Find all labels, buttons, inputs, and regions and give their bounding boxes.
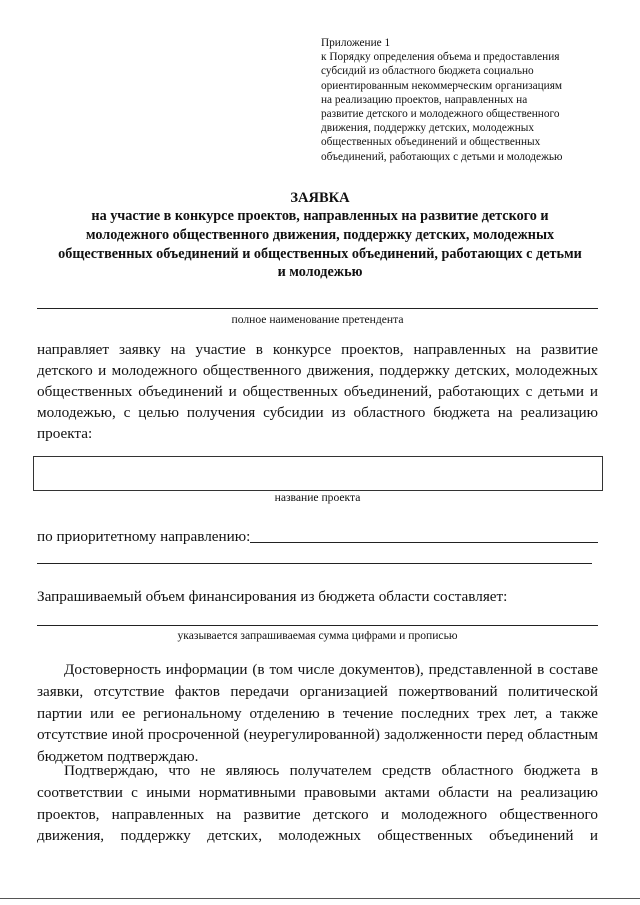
confirm-line: проектов, направленных на развитие детского и молодежного общественного xyxy=(37,805,598,823)
reliability-line: Достоверность информации (в том числе документов), представленной в составе xyxy=(64,661,598,678)
reliability-line: партии или ее региональному отделению в течение последних трех лет, а также xyxy=(37,704,598,722)
appendix-line: Приложение 1 xyxy=(321,37,391,49)
page-edge-line xyxy=(0,898,640,899)
subtitle-line: на участие в конкурсе проектов, направленных на развитие детского и xyxy=(91,208,549,224)
confirm-paragraph xyxy=(37,760,598,847)
priority-line-2[interactable] xyxy=(37,563,592,564)
funding-amount-line[interactable] xyxy=(37,625,598,626)
applicant-caption: полное наименование претендента xyxy=(231,313,404,326)
priority-line[interactable] xyxy=(250,542,598,543)
reliability-line: отсутствие иной просроченной (неурегулированной) задолженности перед областным xyxy=(37,726,598,744)
subtitle-line: молодежного общественного движения, поддержку детских, молодежных xyxy=(85,226,555,243)
reliability-line: бюджетом подтверждаю. xyxy=(37,748,199,766)
project-name-field[interactable] xyxy=(33,456,603,491)
intro-line: общественных объединений и общественных объединений, работающих с детьми и xyxy=(37,383,598,400)
appendix-line: движения, поддержку детских, молодежных xyxy=(321,122,535,135)
appendix-line: к Порядку определения объема и предоставления xyxy=(321,51,560,64)
intro-line: направляет заявку на участие в конкурсе проектов, направленных на развитие xyxy=(37,341,598,358)
intro-line: молодежью, с целью получения субсидии из областного бюджета на реализацию xyxy=(37,404,598,421)
funding-label: Запрашиваемый объем финансирования из бюджета области составляет: xyxy=(37,588,508,605)
appendix-note xyxy=(321,36,621,164)
reliability-paragraph xyxy=(37,659,598,768)
appendix-line: субсидий из областного бюджета социально xyxy=(321,65,534,78)
project-caption: название проекта xyxy=(274,491,361,504)
appendix-line: на реализацию проектов, направленных на xyxy=(321,93,528,106)
subtitle-line: и молодежью xyxy=(277,264,363,281)
appendix-line: развитие детского и молодежного общественного xyxy=(321,108,560,121)
reliability-line: заявки, отсутствие фактов передачи организацией пожертвований политической xyxy=(37,682,598,700)
appendix-line: общественных объединений и общественных xyxy=(321,136,541,149)
confirm-line: движения, поддержку детских, молодежных общественных объединений и xyxy=(37,827,598,845)
document-title: ЗАЯВКА xyxy=(290,190,350,206)
priority-label: по приоритетному направлению: xyxy=(37,528,251,545)
applicant-name-line[interactable] xyxy=(37,308,598,309)
intro-line: детского и молодежного общественного движения, поддержку детских, молодежных xyxy=(37,362,598,379)
subtitle-line: общественных объединений и общественных объединений, работающих с детьми xyxy=(58,245,582,262)
document-subtitle xyxy=(30,207,610,282)
confirm-line: соответствии с иными нормативными правовыми актами области на реализацию xyxy=(37,783,598,801)
appendix-line: ориентированным некоммерческим организациям xyxy=(321,79,563,92)
appendix-line: объединений, работающих с детьми и молодежью xyxy=(321,150,563,163)
confirm-line: Подтверждаю, что не являюсь получателем средств областного бюджета в xyxy=(64,762,598,779)
intro-line: проекта: xyxy=(37,425,93,442)
intro-paragraph xyxy=(37,339,598,444)
funding-caption: указывается запрашиваемая сумма цифрами и прописью xyxy=(177,629,458,642)
